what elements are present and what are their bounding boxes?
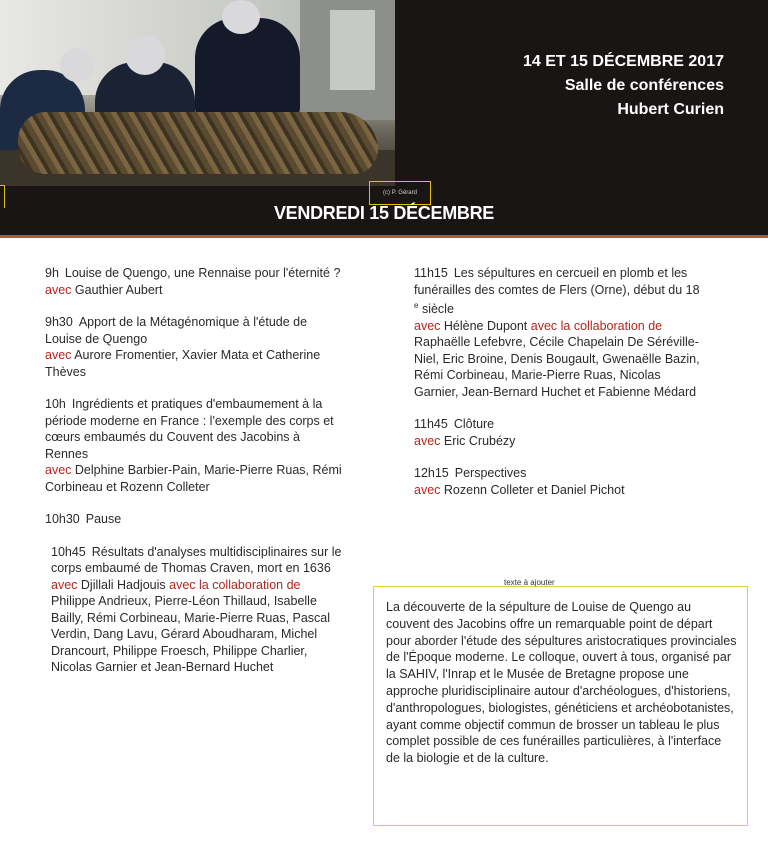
item-speakers: Gauthier Aubert	[74, 282, 163, 297]
program-right-column	[414, 265, 704, 514]
mummy-figure	[18, 112, 378, 174]
program-item	[414, 465, 704, 498]
event-info	[523, 50, 724, 122]
header-banner	[0, 0, 768, 238]
photo-credit: (c) P. Gérard	[369, 181, 431, 205]
program-item	[414, 416, 704, 449]
program-item	[45, 265, 345, 298]
program-item	[45, 314, 345, 380]
note-box	[373, 586, 748, 826]
item-time: 11h15	[414, 266, 448, 280]
event-venue-line1: Salle de conférences	[564, 77, 724, 94]
item-title: Clôture	[453, 417, 495, 432]
item-time: 9h30	[45, 315, 73, 329]
item-title: Ingrédients et pratiques d'embaumement à la période moderne en France : l'exemple des corps et cœurs embaumés du Couvent des Jacobins à Rennes	[45, 397, 334, 461]
item-time: 10h	[45, 397, 66, 411]
program-item	[414, 265, 704, 400]
avec-label: avec	[51, 577, 78, 592]
item-speakers: Aurore Fromentier, Xavier Mata et Catherine Thèves	[45, 348, 321, 379]
item-time: 12h15	[414, 466, 449, 481]
item-speakers: Hélène Dupont	[443, 318, 528, 333]
collab-label: avec la collaboration de	[169, 577, 301, 592]
century-superscript: e	[414, 301, 419, 310]
item-speakers: Eric Crubézy	[443, 433, 516, 448]
collab-names: Raphaëlle Lefebvre, Cécile Chapelain De Séréville-Niel, Eric Broine, Denis Bougault, Gwenaëlle Bazin, Rémi Corbineau, Marie-Pierre Ruas, Nicolas Garnier, Jean-Bernard Huchet et Fabienne Médard	[414, 335, 700, 399]
item-title: Pause	[85, 512, 122, 526]
avec-label: avec	[414, 318, 441, 333]
note-label: texte à ajouter	[504, 578, 555, 587]
item-title: Résultats d'analyses multidisciplinaires sur le corps embaumé de Thomas Craven, mort en 1636	[51, 544, 342, 575]
event-dates: 14 ET 15 DÉCEMBRE 2017	[523, 53, 724, 70]
avec-label: avec	[414, 482, 441, 497]
collab-names: Philippe Andrieux, Pierre-Léon Thillaud, Isabelle Bailly, Rémi Corbineau, Marie-Pierre Ruas, Pascal Verdin, Dang Lavu, Gérard Aboudharam, Michel Drancourt, Philippe Froesch, Philippe Charlier, Nicolas Garnier et Jean-Bernard Huchet	[51, 594, 331, 674]
item-speakers: Rozenn Colleter et Daniel Pichot	[443, 482, 625, 497]
item-time: 10h30	[45, 512, 80, 526]
avec-label: avec	[45, 463, 72, 477]
program-item	[45, 511, 345, 528]
program-left-column	[45, 265, 345, 692]
day-title: VENDREDI 15 DÉCEMBRE	[273, 203, 495, 223]
item-time: 10h45	[51, 544, 86, 559]
avec-label: avec	[45, 282, 72, 297]
collab-label: avec la collaboration de	[530, 318, 663, 333]
note-text: La découverte de la sépulture de Louise de Quengo au couvent des Jacobins offre un remarquable point de départ pour aborder l'étude des sépultures aristocratiques provinciales de l'Époque moderne. Le colloque, ouvert à tous, organisé par la SAHIV, l'Inrap et le Musée de Bretagne propose une approche pluridisciplinaire autour d'archéologues, d'historiens, d'anthropologues, biologistes, généticiens et archéobotanistes, ayant comme objectif commun de brosser un tableau le plus complet possible de ces funérailles particulières, à l'interface de la biologie et de la culture.	[386, 600, 737, 766]
item-title: Apport de la Métagénomique à l'étude de Louise de Quengo	[45, 315, 308, 346]
program-item	[51, 544, 345, 676]
item-title: Perspectives	[454, 466, 527, 481]
item-speakers: Djillali Hadjouis	[80, 577, 166, 592]
avec-label: avec	[45, 348, 72, 362]
item-time: 11h45	[414, 417, 448, 432]
item-title: Louise de Quengo, une Rennaise pour l'éternité ?	[64, 266, 341, 280]
item-time: 9h	[45, 266, 59, 280]
item-title: Les sépultures en cercueil en plomb et les funérailles des comtes de Flers (Orne), début du 18	[414, 266, 700, 297]
header-divider	[0, 235, 768, 238]
item-speakers: Delphine Barbier-Pain, Marie-Pierre Ruas, Rémi Corbineau et Rozenn Colleter	[45, 463, 342, 494]
header-photo	[0, 0, 395, 186]
item-title-end: siècle	[421, 302, 454, 317]
event-venue-line2: Hubert Curien	[617, 101, 724, 118]
program-item	[45, 396, 345, 495]
avec-label: avec	[414, 433, 441, 448]
